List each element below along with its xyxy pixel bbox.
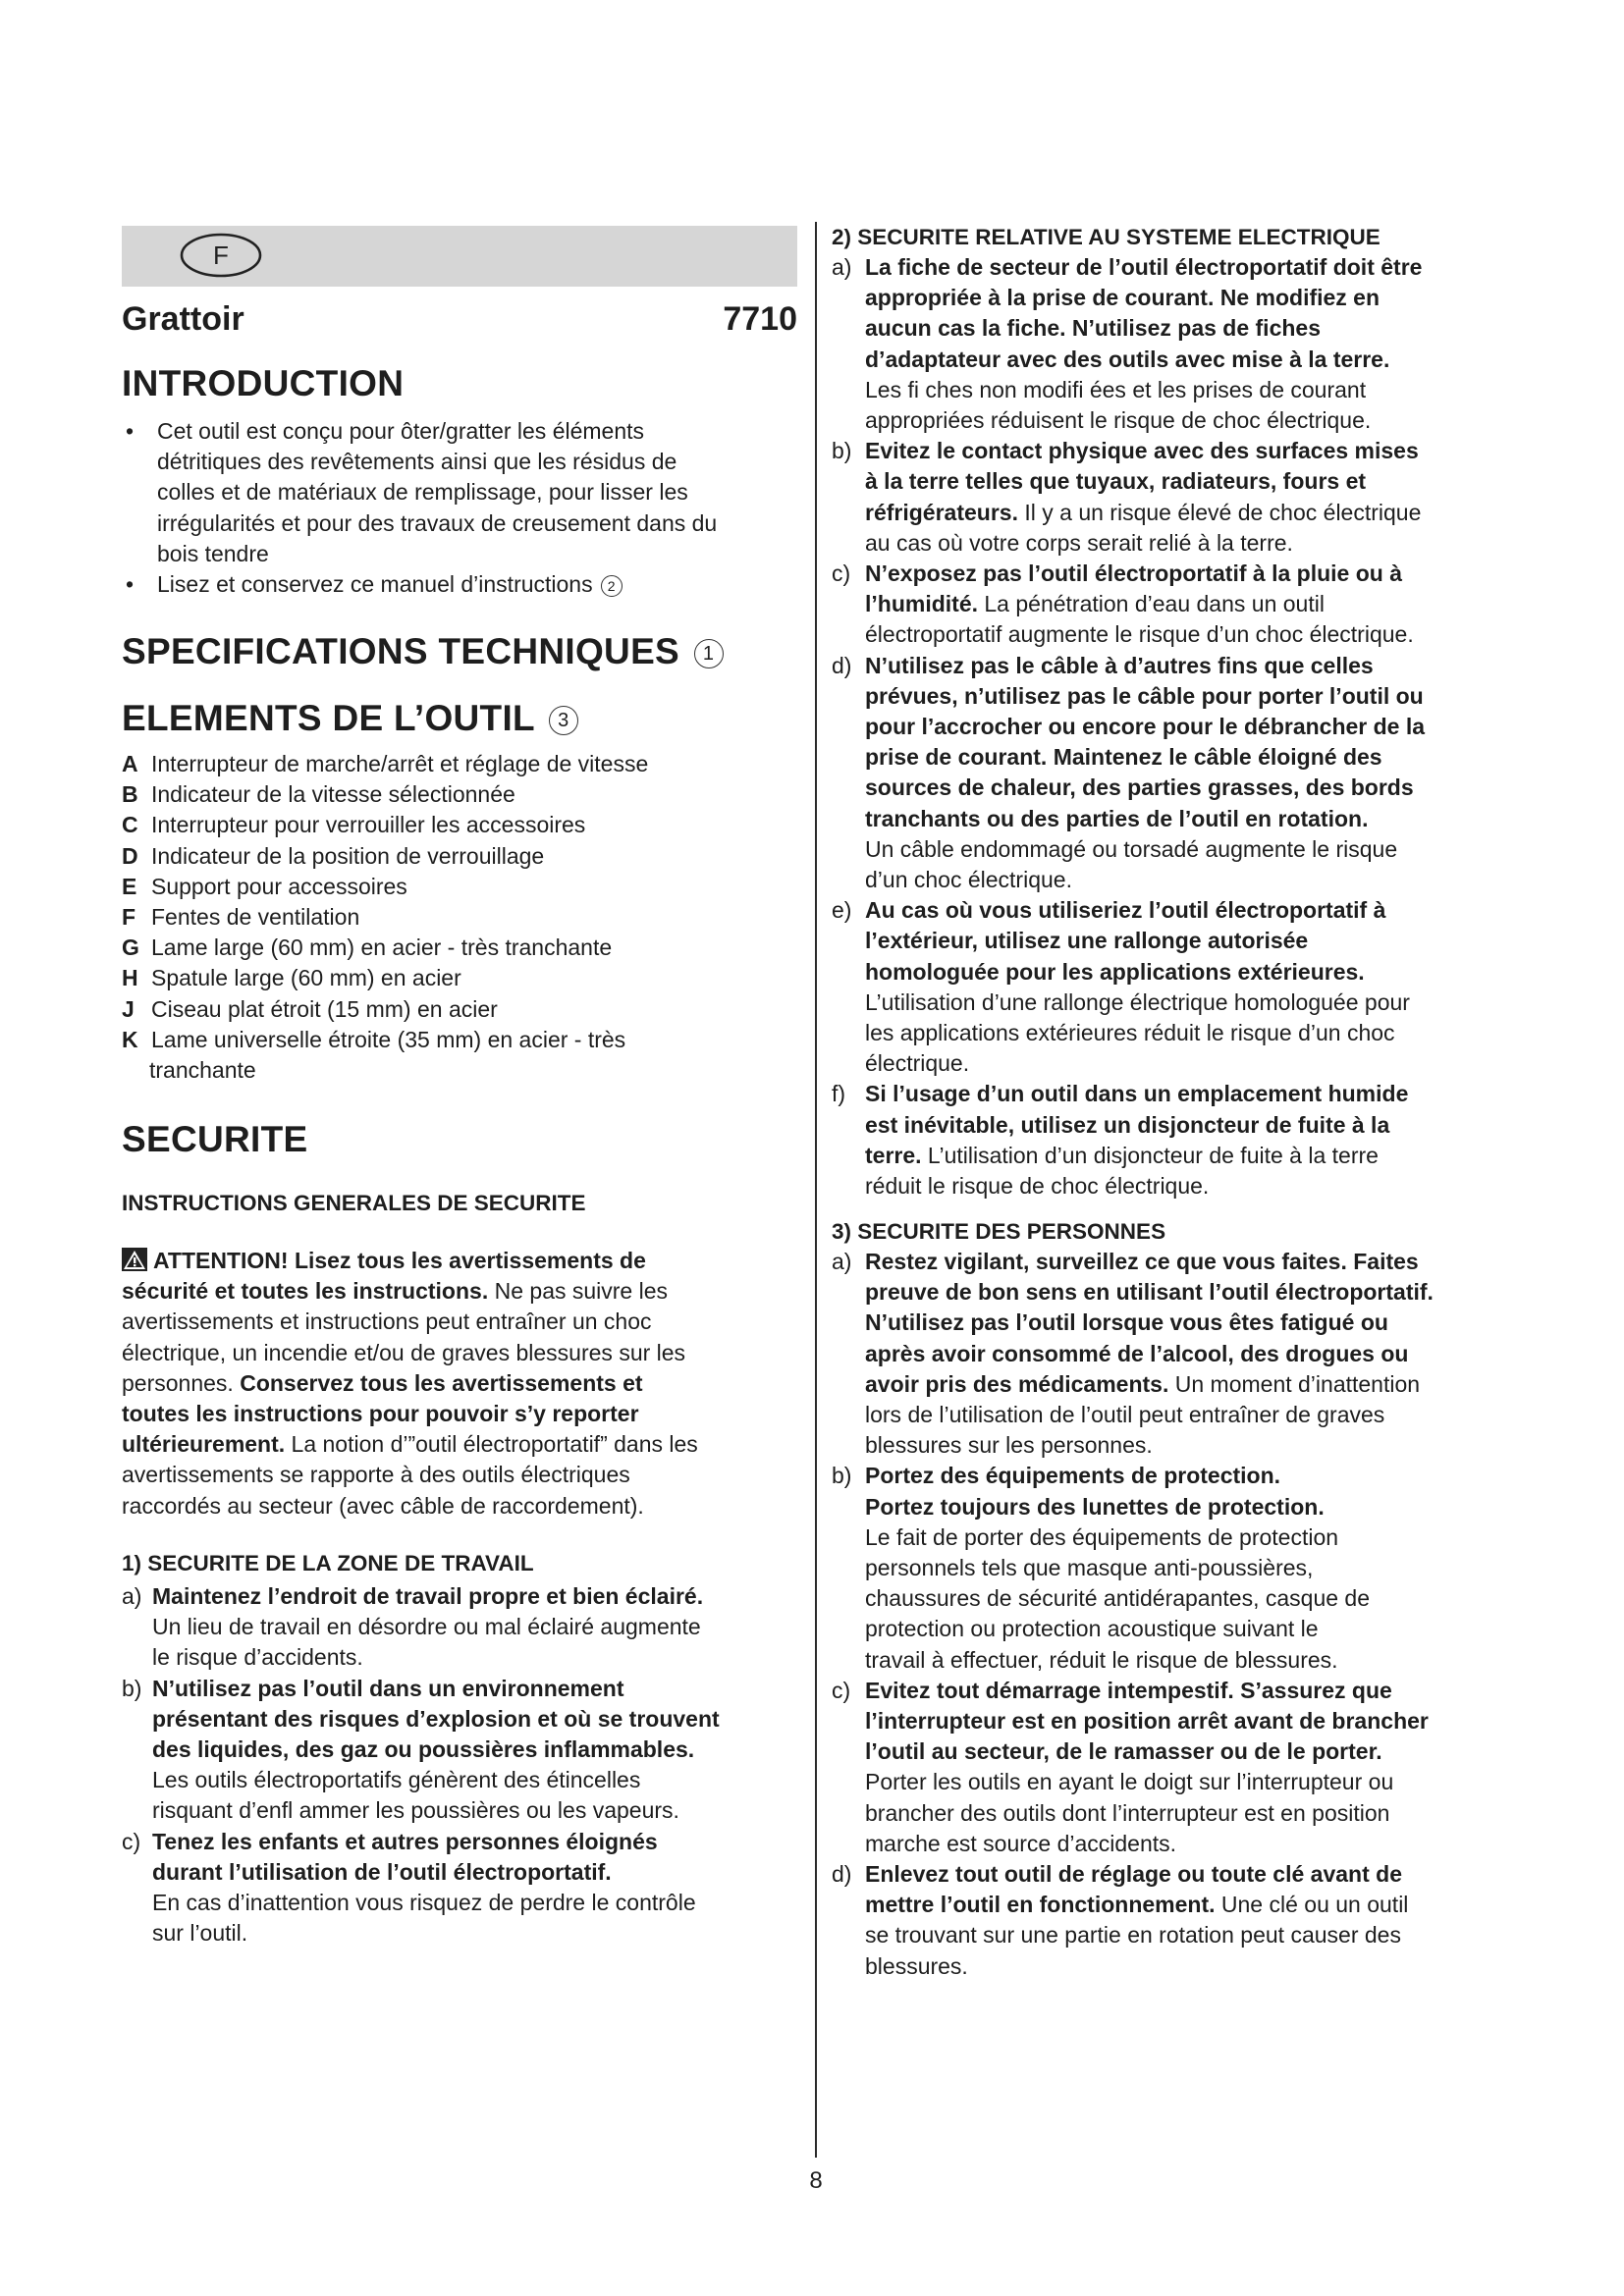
zone-item-text: [152, 1674, 797, 1827]
electrical-line: [865, 405, 1509, 436]
element-key: F: [122, 904, 136, 930]
text-run: La fiche de secteur de l’outil électroportatif doit être: [865, 254, 1423, 280]
zone-item-key: c): [122, 1828, 141, 1854]
bullet-icon: •: [126, 571, 135, 597]
general-safety-subheading: INSTRUCTIONS GENERALES DE SECURITE: [122, 1191, 586, 1215]
attention-line: [122, 1338, 797, 1368]
text-run: Restez vigilant, surveillez ce que vous faites. Faites: [865, 1249, 1419, 1274]
electrical-text: [865, 252, 1509, 436]
zone-normal-line: le risque d’accidents.: [152, 1644, 363, 1671]
text-run: Les fi ches non modifi ées et les prises de courant: [865, 376, 1367, 402]
electrical-text: [865, 1079, 1509, 1201]
element-line: Spatule large (60 mm) en acier: [151, 965, 461, 991]
element-line: Ciseau plat étroit (15 mm) en acier: [151, 995, 498, 1022]
element-key: A: [122, 751, 138, 776]
text-run: La pénétration d’eau dans un outil: [978, 591, 1325, 617]
personal-text: [865, 1676, 1509, 1859]
text-run: tranchants ou des parties de l’outil en rotation.: [865, 805, 1369, 831]
text-run: ATTENTION! Lisez tous les avertissements de: [153, 1248, 646, 1273]
zone-item-text: [152, 1827, 797, 1949]
electrical-line: [865, 651, 1509, 681]
personal-line: [865, 1277, 1509, 1308]
electrical-line: [865, 436, 1509, 466]
personal-heading: 3) SECURITE DES PERSONNES: [832, 1219, 1166, 1244]
warning-triangle-icon: [122, 1248, 147, 1271]
personal-key: d): [832, 1861, 852, 1887]
electrical-line: [865, 375, 1509, 405]
personal-line: [865, 1676, 1509, 1706]
text-run: mettre l’outil en fonctionnement.: [865, 1892, 1216, 1918]
specs-heading: [122, 631, 724, 672]
text-run: les applications extérieures réduit le risque d’un choc: [865, 1020, 1395, 1045]
element-line: tranchante: [149, 1057, 256, 1083]
electrical-line: [865, 834, 1509, 865]
electrical-line: [865, 619, 1509, 650]
zone-heading: 1) SECURITE DE LA ZONE DE TRAVAIL: [122, 1551, 534, 1575]
element-text: [151, 810, 797, 840]
text-run: électrique, un incendie et/ou de graves blessures sur les: [122, 1339, 686, 1365]
text-run: prise de courant. Maintenez le câble éloigné des: [865, 744, 1382, 771]
personal-line: [865, 1583, 1509, 1614]
electrical-line: [865, 252, 1509, 283]
electrical-key: d): [832, 652, 852, 678]
intro-line: irrégularités et pour des travaux de creusement dans du: [157, 509, 718, 536]
electrical-line: [865, 1171, 1509, 1201]
electrical-line: [865, 773, 1509, 803]
text-run: blessures.: [865, 1952, 968, 1979]
element-key: J: [122, 995, 135, 1022]
personal-line: [865, 1614, 1509, 1644]
text-run: réfrigérateurs.: [865, 499, 1018, 525]
column-divider: [815, 222, 817, 2158]
text-run: blessures sur les personnes.: [865, 1432, 1153, 1459]
zone-bold-line: Tenez les enfants et autres personnes éloignés: [152, 1828, 658, 1854]
electrical-key: b): [832, 438, 852, 464]
electrical-line: [865, 804, 1509, 834]
electrical-line: [865, 957, 1509, 988]
text-run: Il y a un risque élevé de choc électrique: [1017, 499, 1422, 525]
text-run: sources de chaleur, des parties grasses, des bords: [865, 774, 1414, 801]
text-run: L’utilisation d’un disjoncteur de fuite à la terre: [921, 1142, 1379, 1168]
electrical-heading: 2) SECURITE RELATIVE AU SYSTEME ELECTRIQUE: [832, 225, 1380, 249]
element-line: Interrupteur pour verrouiller les accessoires: [151, 812, 586, 838]
element-text: [151, 963, 797, 993]
attention-line: [122, 1307, 797, 1337]
electrical-text: [865, 651, 1509, 896]
intro-line: Cet outil est conçu pour ôter/gratter les éléments: [157, 418, 645, 444]
text-run: après avoir consommé de l’alcool, des drogues ou: [865, 1340, 1409, 1366]
text-run: pour l’accrocher ou encore pour le débrancher de la: [865, 714, 1426, 739]
personal-line: [865, 1798, 1509, 1829]
personal-line: [865, 1951, 1509, 1982]
electrical-line: [865, 498, 1509, 528]
personal-line: [865, 1706, 1509, 1736]
personal-text: [865, 1247, 1509, 1461]
zone-bold-line: durant l’utilisation de l’outil électroportatif.: [152, 1858, 612, 1885]
element-text: [151, 749, 797, 779]
personal-line: [865, 1247, 1509, 1277]
personal-line: [865, 1859, 1509, 1890]
zone-bold-line: Maintenez l’endroit de travail propre et bien éclairé.: [152, 1583, 704, 1609]
text-run: Conservez tous les avertissements et: [240, 1369, 643, 1396]
text-run: chaussures de sécurité antidérapantes, casque de: [865, 1585, 1370, 1612]
personal-key: c): [832, 1677, 851, 1703]
element-key: H: [122, 965, 138, 991]
personal-line: [865, 1339, 1509, 1369]
text-run: N’utilisez pas l’outil lorsque vous êtes fatigué ou: [865, 1309, 1388, 1336]
attention-line: [122, 1368, 797, 1399]
attention-line: [122, 1399, 797, 1429]
zone-normal-line: sur l’outil.: [152, 1920, 248, 1947]
text-run: Portez toujours des lunettes de protection.: [865, 1493, 1325, 1520]
electrical-line: [865, 1048, 1509, 1079]
personal-line: [865, 1767, 1509, 1797]
text-run: électroportatif augmente le risque d’un choc électrique.: [865, 621, 1414, 648]
element-text: [151, 872, 797, 902]
attention-line: [122, 1246, 797, 1276]
personal-line: [865, 1890, 1509, 1920]
electrical-line: [865, 1110, 1509, 1141]
element-key: B: [122, 781, 138, 808]
text-run: Ne pas suivre les: [488, 1278, 669, 1305]
electrical-line: [865, 589, 1509, 619]
intro-bullet-text: [157, 416, 797, 569]
elements-heading-text: ELEMENTS DE L’OUTIL: [122, 698, 535, 738]
electrical-line: [865, 926, 1509, 956]
electrical-line: [865, 712, 1509, 742]
element-line: Lame universelle étroite (35 mm) en acier - très: [151, 1026, 626, 1052]
personal-line: [865, 1492, 1509, 1522]
personal-line: [865, 1430, 1509, 1461]
electrical-key: c): [832, 561, 851, 586]
electrical-line: [865, 313, 1509, 344]
intro-bullet-text: [157, 569, 797, 600]
text-run: Un moment d’inattention: [1168, 1370, 1421, 1397]
element-line: Indicateur de la vitesse sélectionnée: [151, 781, 515, 808]
text-run: terre.: [865, 1142, 922, 1168]
electrical-line: [865, 1141, 1509, 1171]
personal-line: [865, 1829, 1509, 1859]
intro-heading: INTRODUCTION: [122, 363, 405, 403]
element-text: [151, 902, 797, 933]
text-run: protection ou protection acoustique suivant le: [865, 1616, 1319, 1642]
text-run: toutes les instructions pour pouvoir s’y reporter: [122, 1401, 639, 1427]
intro-line: Lisez et conservez ce manuel d’instructions 2: [157, 569, 797, 600]
text-run: raccordés au secteur (avec câble de raccordement).: [122, 1492, 644, 1519]
electrical-line: [865, 466, 1509, 497]
text-run: d’adaptateur avec des outils avec mise à la terre.: [865, 346, 1390, 372]
text-run: avertissements se rapporte à des outils électriques: [122, 1462, 630, 1488]
text-run: d’un choc électrique.: [865, 867, 1072, 893]
text-run: se trouvant sur une partie en rotation peut causer des: [865, 1922, 1401, 1949]
element-key: E: [122, 873, 137, 899]
product-title: Grattoir: [122, 300, 244, 338]
personal-line: [865, 1553, 1509, 1583]
model-number: 7710: [723, 300, 797, 338]
element-text: [151, 933, 797, 963]
text-run: Evitez tout démarrage intempestif. S’assurez que: [865, 1677, 1392, 1703]
page-number: 8: [809, 2167, 823, 2194]
text-run: l’interrupteur est en position arrêt avant de brancher: [865, 1708, 1429, 1734]
text-run: avoir pris des médicaments.: [865, 1370, 1169, 1397]
text-run: N’exposez pas l’outil électroportatif à la pluie ou à: [865, 561, 1403, 586]
electrical-line: [865, 283, 1509, 313]
text-run: preuve de bon sens en utilisant l’outil électroportatif.: [865, 1279, 1434, 1306]
zone-normal-line: En cas d’inattention vous risquez de perdre le contrôle: [152, 1890, 696, 1915]
electrical-line: [865, 988, 1509, 1018]
element-key: C: [122, 812, 138, 838]
zone-item-key: a): [122, 1583, 142, 1609]
text-run: homologuée pour les applications extérieures.: [865, 958, 1365, 985]
text-run: avertissements et instructions peut entraîner un choc: [122, 1308, 652, 1335]
elements-heading: [122, 698, 578, 739]
personal-line: [865, 1736, 1509, 1767]
personal-line: [865, 1645, 1509, 1676]
text-run: L’utilisation d’une rallonge électrique homologuée pour: [865, 988, 1410, 1015]
zone-normal-line: Un lieu de travail en désordre ou mal éclairé augmente: [152, 1614, 701, 1640]
text-run: réduit le risque de choc électrique.: [865, 1173, 1210, 1199]
text-run: prévues, n’utilisez pas le câble pour porter l’outil ou: [865, 682, 1424, 709]
text-run: lors de l’utilisation de l’outil peut entraîner de graves: [865, 1402, 1385, 1428]
attention-block: [122, 1246, 797, 1522]
electrical-line: [865, 345, 1509, 375]
text-run: appropriées réduisent le risque de choc électrique.: [865, 407, 1372, 434]
element-text: [151, 994, 797, 1025]
personal-key: b): [832, 1463, 852, 1489]
electrical-line: [865, 1079, 1509, 1109]
securite-heading: SECURITE: [122, 1119, 308, 1159]
zone-bold-line: présentant des risques d’explosion et où se trouvent: [152, 1705, 720, 1732]
zone-item-text: [152, 1581, 797, 1674]
text-run: à la terre telles que tuyaux, radiateurs, fours et: [865, 468, 1367, 495]
text-run: Evitez le contact physique avec des surfaces mises: [865, 438, 1419, 464]
electrical-line: [865, 681, 1509, 712]
element-text: [151, 779, 797, 810]
electrical-text: [865, 436, 1509, 559]
text-run: travail à effectuer, réduit le risque de blessures.: [865, 1646, 1338, 1673]
text-run: Un câble endommagé ou torsadé augmente le risque: [865, 835, 1398, 862]
electrical-key: f): [832, 1081, 846, 1107]
element-line: Lame large (60 mm) en acier - très tranchante: [151, 934, 613, 961]
specs-heading-text: SPECIFICATIONS TECHNIQUES: [122, 631, 680, 671]
electrical-key: a): [832, 254, 852, 280]
figure-ref-3-icon: 3: [549, 706, 578, 735]
language-bar: [122, 226, 797, 287]
text-run: Porter les outils en ayant le doigt sur l’interrupteur ou: [865, 1769, 1394, 1795]
intro-line: bois tendre: [157, 540, 269, 566]
personal-text: [865, 1461, 1509, 1675]
text-run: Une clé ou un outil: [1215, 1892, 1409, 1918]
figure-ref-2-icon: 2: [601, 575, 623, 597]
text-run: N’utilisez pas le câble à d’autres fins que celles: [865, 652, 1374, 678]
text-run: est inévitable, utilisez un disjoncteur de fuite à la: [865, 1111, 1390, 1138]
element-text: [151, 1025, 797, 1086]
element-line: Fentes de ventilation: [151, 904, 360, 930]
electrical-line: [865, 742, 1509, 773]
text-run: aucun cas la fiche. N’utilisez pas de fiches: [865, 315, 1321, 342]
element-key: G: [122, 934, 139, 961]
electrical-text: [865, 895, 1509, 1079]
text-run: au cas où votre corps serait relié à la terre.: [865, 529, 1293, 556]
text-run: électrique.: [865, 1050, 970, 1077]
attention-line: [122, 1276, 797, 1307]
personal-line: [865, 1461, 1509, 1491]
bullet-icon: •: [126, 418, 135, 444]
element-key: K: [122, 1026, 138, 1052]
text-run: La notion d’”outil électroportatif” dans les: [285, 1431, 698, 1458]
zone-bold-line: des liquides, des gaz ou poussières inflammables.: [152, 1736, 695, 1762]
intro-line: détritiques des revêtements ainsi que les résidus de: [157, 449, 677, 475]
attention-line: [122, 1429, 797, 1460]
text-run: brancher des outils dont l’interrupteur est en position: [865, 1799, 1390, 1826]
attention-line: [122, 1491, 797, 1522]
element-line: Indicateur de la position de verrouillage: [151, 842, 545, 869]
personal-key: a): [832, 1249, 852, 1274]
text-run: personnels tels que masque anti-poussières,: [865, 1555, 1314, 1580]
zone-normal-line: risquant d’enfl ammer les poussières ou les vapeurs.: [152, 1797, 679, 1824]
zone-bold-line: N’utilisez pas l’outil dans un environnement: [152, 1675, 624, 1701]
personal-line: [865, 1400, 1509, 1430]
text-run: l’humidité.: [865, 591, 978, 617]
electrical-line: [865, 865, 1509, 895]
figure-ref-1-icon: 1: [694, 639, 724, 668]
text-run: l’extérieur, utilisez une rallonge autorisée: [865, 928, 1309, 954]
attention-line: [122, 1460, 797, 1490]
personal-line: [865, 1522, 1509, 1553]
text-run: marche est source d’accidents.: [865, 1830, 1177, 1856]
electrical-line: [865, 1018, 1509, 1048]
personal-line: [865, 1920, 1509, 1950]
text-run: Le fait de porter des équipements de protection: [865, 1523, 1339, 1550]
text-run: personnes.: [122, 1369, 241, 1396]
text-run: Au cas où vous utiliseriez l’outil électroportatif à: [865, 897, 1386, 924]
text-run: Enlevez tout outil de réglage ou toute clé avant de: [865, 1861, 1402, 1887]
electrical-text: [865, 559, 1509, 651]
zone-item-key: b): [122, 1675, 142, 1701]
element-text: [151, 841, 797, 872]
personal-line: [865, 1369, 1509, 1400]
element-line: Interrupteur de marche/arrêt et réglage de vitesse: [151, 751, 649, 776]
language-badge-icon: [179, 232, 263, 279]
intro-line: colles et de matériaux de remplissage, pour lisser les: [157, 479, 688, 506]
text-run: l’outil au secteur, de le ramasser ou de le porter.: [865, 1738, 1382, 1765]
personal-line: [865, 1308, 1509, 1338]
text-run: Portez des équipements de protection.: [865, 1463, 1281, 1489]
element-key: D: [122, 842, 138, 869]
electrical-key: e): [832, 897, 852, 924]
element-line: Support pour accessoires: [151, 873, 407, 899]
text-run: sécurité et toutes les instructions.: [122, 1278, 489, 1305]
electrical-line: [865, 528, 1509, 559]
text-run: appropriée à la prise de courant. Ne modifiez en: [865, 285, 1380, 311]
personal-text: [865, 1859, 1509, 1982]
zone-normal-line: Les outils électroportatifs génèrent des étincelles: [152, 1767, 641, 1793]
electrical-line: [865, 895, 1509, 926]
language-letter: F: [213, 240, 229, 270]
text-run: Si l’usage d’un outil dans un emplacement humide: [865, 1081, 1409, 1107]
electrical-line: [865, 559, 1509, 589]
text-run: ultérieurement.: [122, 1431, 286, 1458]
